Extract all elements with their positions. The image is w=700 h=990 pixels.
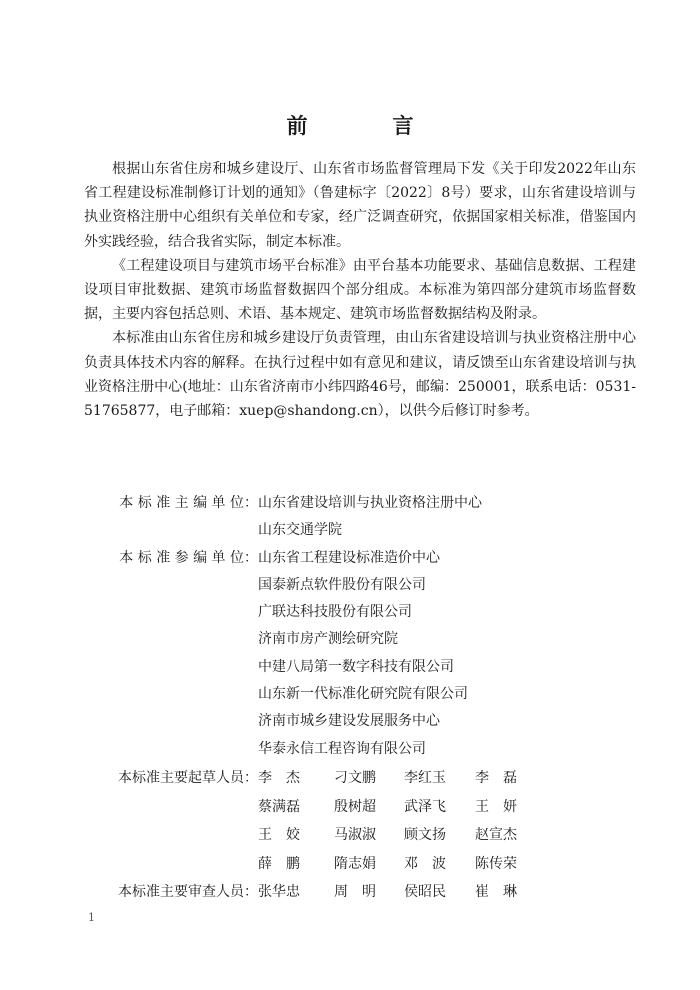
drafter-name: 赵宣杰 (475, 827, 517, 844)
chief-unit-row (0, 516, 700, 543)
page-title: 前 言 (286, 113, 446, 138)
paragraph-composition: 《工程建设项目与建筑市场平台标准》由平台基本功能要求、基础信息数据、工程建设项目审批数据、建筑市场监督数据四个部分组成。本标准为第四部分建筑市场监督数据，主要内容包括总则、术语、基本规定、建筑市场监督数据结构及附录。 (84, 257, 636, 323)
reviewer-name: 周 明 (334, 884, 376, 901)
drafters-row (0, 851, 700, 880)
participating-unit-row (0, 598, 700, 625)
drafters-row (0, 765, 700, 794)
chief-unit: 山东交通学院 (258, 522, 342, 539)
drafter-name: 殷树超 (334, 798, 376, 815)
drafter-name: 刁文鹏 (334, 770, 376, 786)
units-section (0, 489, 700, 762)
reviewer-name: 崔 琳 (475, 884, 517, 901)
drafter-name: 王 妍 (475, 798, 517, 815)
drafter-name: 顾文扬 (404, 827, 446, 844)
participating-unit: 山东省工程建设标准造价中心 (258, 549, 440, 566)
participating-unit-row (0, 544, 700, 571)
participating-unit-row (0, 653, 700, 680)
participating-unit: 广联达科技股份有限公司 (258, 604, 412, 621)
chief-unit-row (0, 489, 700, 516)
paragraph-management: 本标准由山东省住房和城乡建设厅负责管理，由山东省建设培训与执业资格注册中心负责具体技术内容的解释。在执行过程中如有意见和建议，请反馈至山东省建设培训与执业资格注册中心(地址：山东省济南市小纬四路46号，邮编：250001，联系电话：0531-51765877，电子邮箱：xuep@shandong.cn），以供今后修订时参考。 (84, 330, 636, 420)
drafter-name: 马淑淑 (334, 827, 376, 844)
drafter-name: 王 姣 (258, 827, 300, 844)
participating-unit: 中建八局第一数字科技有限公司 (258, 658, 454, 675)
drafter-name: 薛 鹏 (258, 855, 300, 872)
participating-unit-row (0, 735, 700, 762)
drafter-name: 邓 波 (404, 855, 446, 872)
participating-unit-row (0, 571, 700, 598)
participating-unit: 济南市城乡建设发展服务中心 (258, 713, 440, 730)
participating-unit: 华泰永信工程咨询有限公司 (258, 740, 426, 757)
reviewer-name: 张华忠 (258, 884, 300, 901)
chief-unit: 山东省建设培训与执业资格注册中心 (258, 495, 482, 511)
drafter-name: 陈传荣 (475, 855, 517, 872)
participating-unit: 国泰新点软件股份有限公司 (258, 576, 426, 593)
participating-unit-row (0, 625, 700, 652)
page-number: 1 (88, 911, 95, 924)
reviewer-name: 侯昭民 (404, 884, 446, 901)
chief-units-label: 本 标 准 主 编 单 位： (119, 495, 258, 511)
paragraph-basis: 根据山东省住房和城乡建设厅、山东省市场监督管理局下发《关于印发2022年山东省工程建设标准制修订计划的通知》（鲁建标字〔2022〕8号）要求，山东省建设培训与执业资格注册中心组织有关单位和专家，经广泛调查研究，依据国家相关标准，借鉴国内外实践经验，结合我省实际，制定本标准。 (84, 161, 636, 250)
drafters-row (0, 822, 700, 851)
participating-unit: 山东新一代标准化研究院有限公司 (258, 686, 468, 703)
drafters-row (0, 794, 700, 823)
reviewers-label: 本标准主要审查人员： (118, 884, 258, 901)
participating-unit-row (0, 707, 700, 734)
participating-unit-row (0, 680, 700, 707)
reviewers-row (0, 879, 700, 908)
drafter-name: 李 磊 (475, 770, 517, 786)
foreword-body (84, 157, 636, 423)
drafters-label: 本标准主要起草人员： (118, 770, 258, 786)
drafter-name: 蔡满磊 (258, 798, 300, 815)
personnel-section (0, 765, 700, 908)
participating-unit: 济南市房产测绘研究院 (258, 631, 398, 648)
drafter-name: 李 杰 (258, 770, 300, 786)
participating-units-label: 本 标 准 参 编 单 位： (119, 549, 258, 566)
drafter-name: 隋志娟 (334, 855, 376, 872)
drafter-name: 武泽飞 (404, 798, 446, 815)
drafter-name: 李红玉 (404, 770, 446, 786)
